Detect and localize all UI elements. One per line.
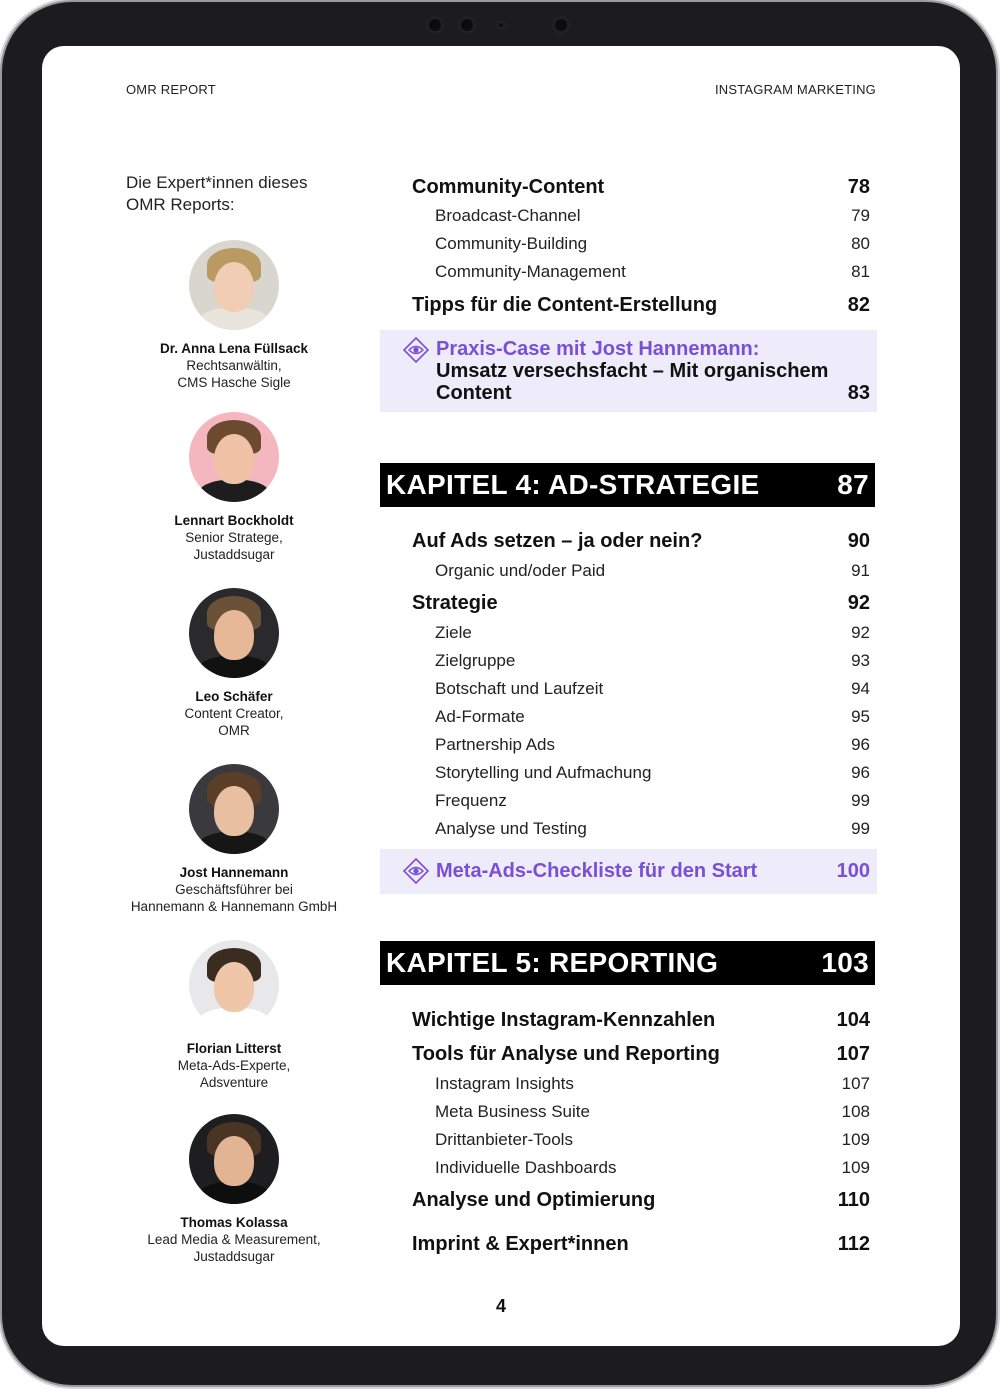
- praxis-case-subtitle: Umsatz versechsfacht – Mit organischem: [436, 360, 829, 382]
- expert-name: Dr. Anna Lena Füllsack: [159, 341, 309, 356]
- toc-entry[interactable]: Analyse und Optimierung 110: [412, 1189, 870, 1211]
- praxis-case-title: Praxis-Case mit Jost Hannemann:: [436, 338, 760, 360]
- expert-role: Senior Stratege,: [185, 530, 283, 545]
- toc-entry[interactable]: Wichtige Instagram-Kennzahlen 104: [412, 1009, 870, 1031]
- camera-sensor: [426, 16, 444, 34]
- header-right: INSTAGRAM MARKETING: [714, 82, 876, 97]
- chapter-4-banner[interactable]: KAPITEL 4: AD-STRATEGIE 87: [380, 463, 875, 507]
- toc-subentry[interactable]: Partnership Ads 96: [435, 735, 870, 754]
- toc-entry[interactable]: Imprint & Expert*innen 112: [412, 1233, 870, 1255]
- expert-card: [118, 1114, 350, 1265]
- toc-subentry[interactable]: Analyse und Testing 99: [435, 819, 870, 838]
- expert-card: [118, 412, 350, 563]
- avatar: [189, 1114, 279, 1204]
- toc-entry[interactable]: Auf Ads setzen – ja oder nein? 90: [412, 530, 870, 552]
- toc-subentry[interactable]: Ziele 92: [435, 623, 870, 642]
- expert-role: Meta-Ads-Experte,: [177, 1058, 291, 1073]
- toc-subentry[interactable]: Community-Building 80: [435, 234, 870, 253]
- expert-role: Geschäftsführer bei: [175, 882, 293, 897]
- avatar: [189, 588, 279, 678]
- toc-subentry[interactable]: Community-Management 81: [435, 262, 870, 281]
- page-number: 4: [495, 1296, 506, 1316]
- expert-card: [118, 588, 350, 739]
- eye-diamond-icon: [402, 336, 430, 364]
- toc-subentry[interactable]: Storytelling und Aufmachung 96: [435, 763, 870, 782]
- eye-diamond-icon: [402, 857, 430, 885]
- chapter-5-banner[interactable]: KAPITEL 5: REPORTING 103: [380, 941, 875, 985]
- expert-card: [118, 940, 350, 1091]
- camera-sensor: [552, 16, 570, 34]
- expert-name: Thomas Kolassa: [180, 1215, 288, 1230]
- expert-company: Adsventure: [199, 1075, 269, 1090]
- avatar: [189, 940, 279, 1030]
- avatar: [189, 764, 279, 854]
- toc-subentry[interactable]: Organic und/oder Paid 91: [435, 561, 870, 580]
- expert-name: Leo Schäfer: [195, 689, 273, 704]
- checkliste-page: 100: [836, 860, 870, 882]
- checkliste-title: Meta-Ads-Checkliste für den Start: [436, 860, 758, 882]
- avatar: [189, 240, 279, 330]
- praxis-case-subtitle-end: Content: [436, 382, 512, 404]
- toc-subentry[interactable]: Drittanbieter-Tools 109: [435, 1130, 870, 1149]
- tablet-frame: [2, 2, 996, 1385]
- expert-company: Hannemann & Hannemann GmbH: [130, 899, 338, 914]
- toc-entry[interactable]: Tools für Analyse und Reporting 107: [412, 1043, 870, 1065]
- toc-subentry[interactable]: Frequenz 99: [435, 791, 870, 810]
- expert-role: Lead Media & Measurement,: [147, 1232, 321, 1247]
- toc-subentry[interactable]: Broadcast-Channel 79: [435, 206, 870, 225]
- expert-name: Florian Litterst: [186, 1041, 282, 1056]
- toc-entry[interactable]: Community-Content 78: [412, 176, 870, 198]
- expert-company: OMR: [218, 723, 250, 738]
- praxis-case-page: 83: [847, 382, 870, 404]
- expert-role: Rechtsanwältin,: [186, 358, 282, 373]
- expert-company: Justaddsugar: [193, 1249, 275, 1264]
- toc-subentry[interactable]: Instagram Insights 107: [435, 1074, 870, 1093]
- camera-lens: [496, 20, 506, 30]
- camera-sensor: [458, 16, 476, 34]
- toc-subentry[interactable]: Zielgruppe 93: [435, 651, 870, 670]
- toc-subentry[interactable]: Meta Business Suite 108: [435, 1102, 870, 1121]
- expert-card: [118, 240, 350, 391]
- toc-entry[interactable]: Strategie 92: [412, 592, 870, 614]
- avatar: [189, 412, 279, 502]
- toc-subentry[interactable]: Botschaft und Laufzeit 94: [435, 679, 870, 698]
- expert-company: Justaddsugar: [193, 547, 275, 562]
- header-left: OMR REPORT: [126, 82, 216, 97]
- expert-company: CMS Hasche Sigle: [177, 375, 291, 390]
- document-page: [42, 46, 960, 1346]
- expert-name: Lennart Bockholdt: [174, 513, 294, 528]
- checkliste-highlight[interactable]: [380, 849, 877, 894]
- expert-name: Jost Hannemann: [179, 865, 289, 880]
- praxis-case-highlight[interactable]: [380, 330, 877, 412]
- expert-card: [118, 764, 350, 915]
- experts-intro: Die Expert*innen dieses OMR Reports:: [126, 173, 308, 214]
- toc-entry[interactable]: Tipps für die Content-Erstellung 82: [412, 294, 870, 316]
- expert-role: Content Creator,: [184, 706, 284, 721]
- toc-subentry[interactable]: Individuelle Dashboards 109: [435, 1158, 870, 1177]
- toc-subentry[interactable]: Ad-Formate 95: [435, 707, 870, 726]
